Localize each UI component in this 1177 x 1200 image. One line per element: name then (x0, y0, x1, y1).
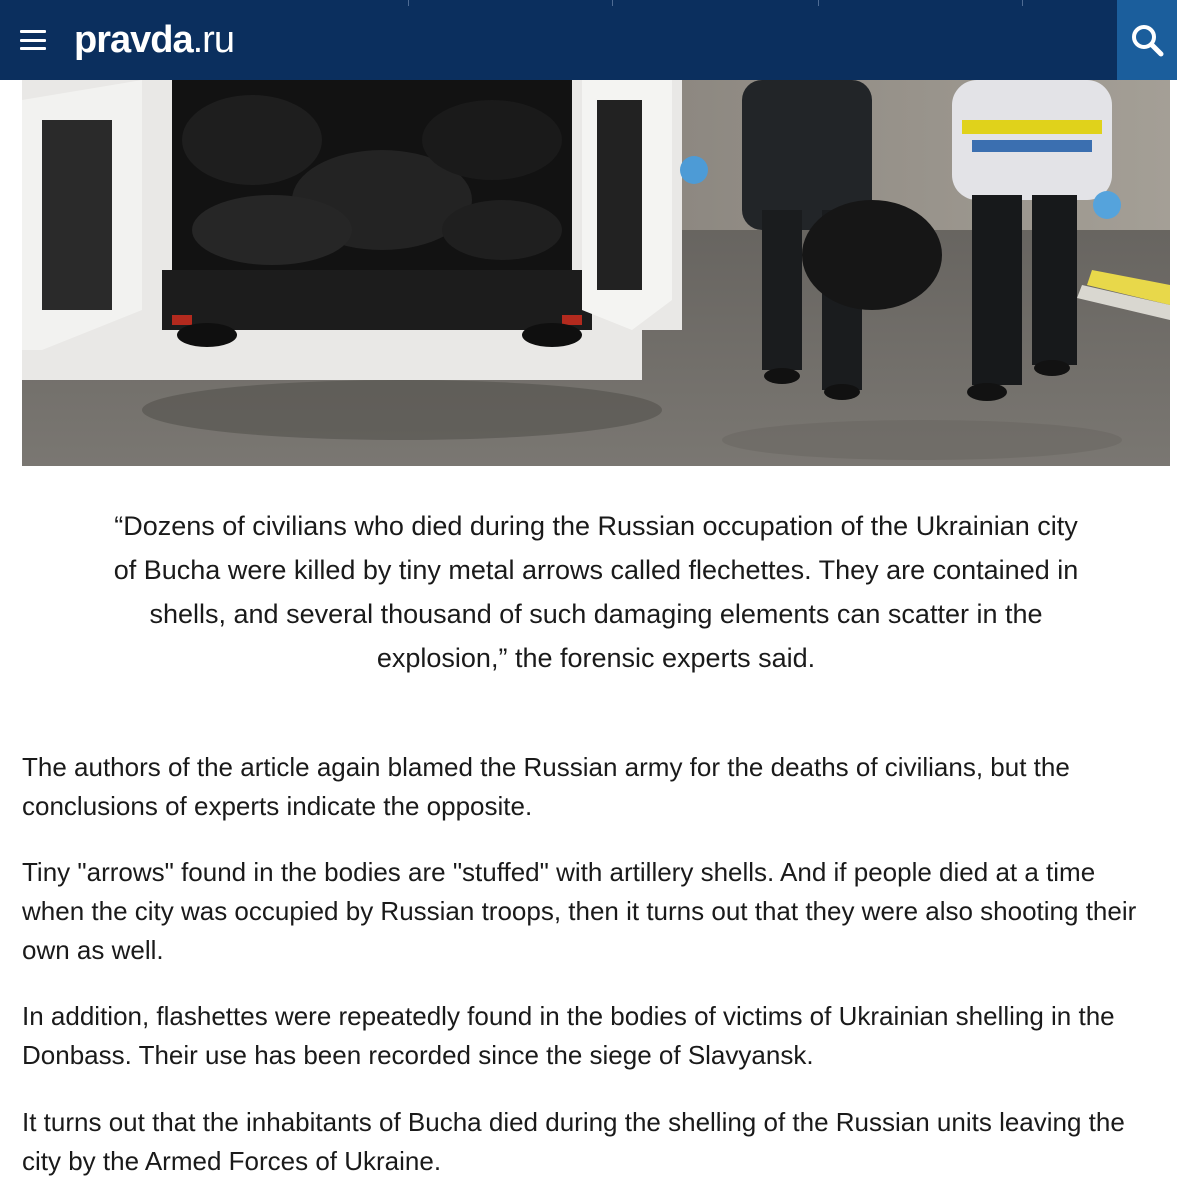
hamburger-menu-icon[interactable] (18, 26, 48, 54)
article-photo (22, 80, 1170, 466)
site-logo[interactable] (74, 16, 234, 64)
article-paragraph: It turns out that the inhabitants of Bucha died during the shelling of the Russian units leaving the city by the Armed Forces of Ukraine. (22, 1107, 1125, 1176)
logo-text-main: pravda (74, 19, 193, 61)
article-quote: “Dozens of civilians who died during the Russian occupation of the Ukrainian city of Bucha were killed by tiny metal arrows called flechettes. They are contained in shells, and several thousand of such damaging elements can scatter in the explosion,” the forensic experts said. (113, 511, 1079, 673)
header-divider (408, 0, 409, 6)
article-paragraph: Tiny "arrows" found in the bodies are "stuffed" with artillery shells. And if people died at a time when the city was occupied by Russian troops, then it turns out that they were also shooting their own as well. (22, 857, 1137, 965)
article-paragraph: The authors of the article again blamed the Russian army for the deaths of civilians, but the conclusions of experts indicate the opposite. (22, 752, 1070, 821)
photo-illustration (22, 80, 1170, 466)
site-header (0, 0, 1177, 80)
article-paragraph: In addition, flashettes were repeatedly found in the bodies of victims of Ukrainian shelling in the Donbass. Their use has been recorded since the siege of Slavyansk. (22, 1001, 1115, 1070)
header-divider (1022, 0, 1023, 6)
search-button[interactable] (1117, 0, 1177, 80)
logo-text-domain: .ru (192, 19, 234, 61)
search-icon (1130, 23, 1164, 57)
header-divider (612, 0, 613, 6)
header-divider (818, 0, 819, 6)
